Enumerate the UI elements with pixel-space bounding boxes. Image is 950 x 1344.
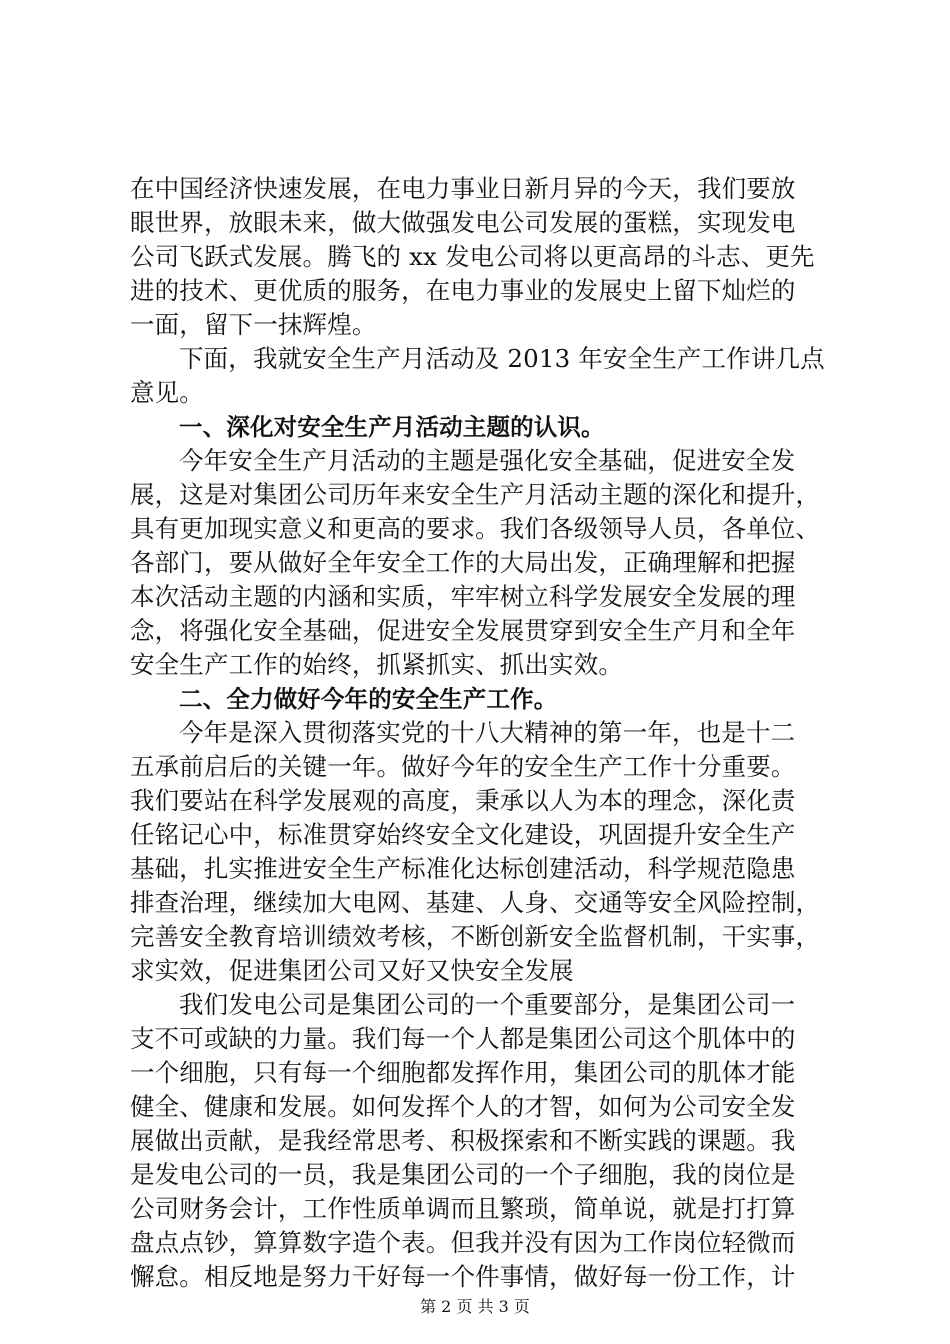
text-line: 基础，扎实推进安全生产标准化达标创建活动，科学规范隐患: [130, 854, 796, 883]
document-body: [130, 172, 830, 1294]
text-line: 意见。: [130, 378, 204, 407]
text-line: 各部门，要从做好全年安全工作的大局出发，正确理解和把握: [130, 548, 796, 577]
text-line: 进的技术、更优质的服务，在电力事业的发展史上留下灿烂的: [130, 276, 796, 305]
text-line: 盘点点钞，算算数字造个表。但我并没有因为工作岗位轻微而: [130, 1228, 796, 1257]
text-line: 五承前启后的关键一年。做好今年的安全生产工作十分重要。: [130, 752, 796, 781]
text-line: 排查治理，继续加大电网、基建、人身、交通等安全风险控制，: [130, 888, 821, 917]
text-line: 健全、健康和发展。如何发挥个人的才智，如何为公司安全发: [130, 1092, 796, 1121]
text-line: 展做出贡献，是我经常思考、积极探索和不断实践的课题。我: [130, 1126, 796, 1155]
text-line: 我们发电公司是集团公司的一个重要部分，是集团公司一: [179, 990, 796, 1019]
text-line: 是发电公司的一员，我是集团公司的一个子细胞，我的岗位是: [130, 1160, 796, 1189]
text-line: 懈怠。相反地是努力干好每一个件事情，做好每一份工作，计: [130, 1262, 796, 1291]
text-line: 公司财务会计，工作性质单调而且繁琐，简单说，就是打打算: [130, 1194, 796, 1223]
text-line: 完善安全教育培训绩效考核，不断创新安全监督机制，干实事，: [130, 922, 821, 951]
text-line: 眼世界，放眼未来，做大做强发电公司发展的蛋糕，实现发电: [130, 208, 796, 237]
text-line: 公司飞跃式发展。腾飞的 xx 发电公司将以更高昂的斗志、更先: [130, 242, 815, 271]
text-line: 求实效，促进集团公司又好又快安全发展: [130, 956, 574, 985]
text-line: 一面，留下一抹辉煌。: [130, 310, 377, 339]
text-line: 本次活动主题的内涵和实质，牢牢树立科学发展安全发展的理: [130, 582, 796, 611]
text-line: 今年安全生产月活动的主题是强化安全基础，促进安全发: [179, 446, 796, 475]
text-line: 我们要站在科学发展观的高度，秉承以人为本的理念，深化责: [130, 786, 796, 815]
text-line: 安全生产工作的始终，抓紧抓实、抓出实效。: [130, 650, 623, 679]
section-heading: 一、深化对安全生产月活动主题的认识。: [179, 413, 605, 441]
section-heading: 二、全力做好今年的安全生产工作。: [179, 685, 558, 713]
text-line: 任铭记心中，标准贯穿始终安全文化建设，巩固提升安全生产: [130, 820, 796, 849]
text-line: 具有更加现实意义和更高的要求。我们各级领导人员，各单位、: [130, 514, 821, 543]
text-line: 念，将强化安全基础，促进安全发展贯穿到安全生产月和全年: [130, 616, 796, 645]
page-footer: 第 2 页 共 3 页: [420, 1297, 530, 1316]
text-line: 在中国经济快速发展，在电力事业日新月异的今天，我们要放: [130, 174, 796, 203]
text-line: 今年是深入贯彻落实党的十八大精神的第一年，也是十二: [179, 718, 796, 747]
text-line: 展，这是对集团公司历年来安全生产月活动主题的深化和提升，: [130, 480, 821, 509]
text-line: 下面，我就安全生产月活动及 2013 年安全生产工作讲几点: [179, 344, 825, 373]
text-line: 支不可或缺的力量。我们每一个人都是集团公司这个肌体中的: [130, 1024, 796, 1053]
text-line: 一个细胞，只有每一个细胞都发挥作用，集团公司的肌体才能: [130, 1058, 796, 1087]
